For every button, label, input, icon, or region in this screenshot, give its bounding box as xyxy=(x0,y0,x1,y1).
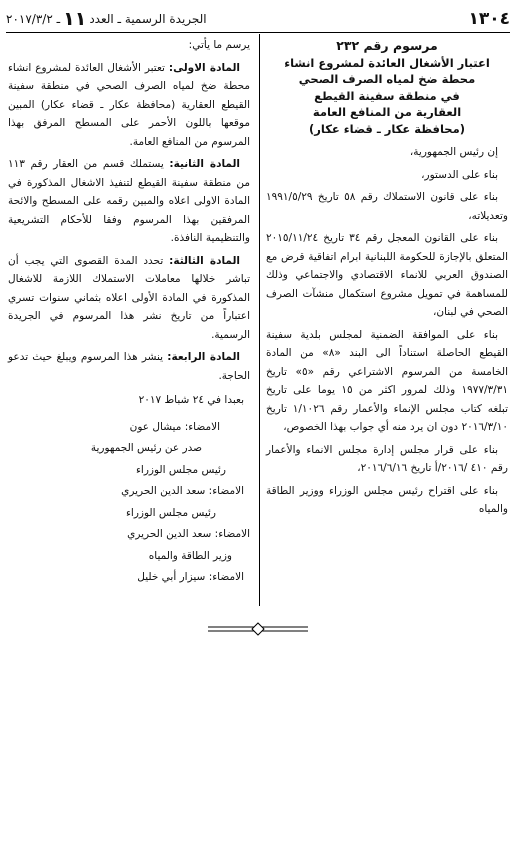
preamble-paragraph: بناء على الموافقة الضمنية لمجلس بلدية سفينة القيطع الحاصلة استناداً الى البند «٨» من المادة الخامسة من المرسوم الاشتراعي رقم «٥» تاريخ ١٩٧٧/٣/٣١ وذلك لمرور اكثر من ١٥ يوما على تاريخ تبلغه كتاب مجلس الإنماء والأعمار رقم ١/١٠٢٦ تاريخ ٢٠١٦/٣/١٠ دون ان يرد منه أي جواب بهذا الخصوص، xyxy=(266,328,509,433)
issue-number: ١١ xyxy=(63,8,87,30)
article-1 xyxy=(8,59,250,152)
decree-title-line: في منطقة سفينة القيطع xyxy=(314,88,460,103)
signature-line: الامضاء: سعد الدين الحريري xyxy=(127,528,250,540)
preamble-paragraph: بناء على قرار مجلس إدارة مجلس الانماء والأعمار رقم ٤١٠ /٢٠١٦/أ تاريخ ٢٠١٦/٦/١٦، xyxy=(266,443,508,474)
decree-title xyxy=(266,38,508,137)
page-number: ١٣٠٤ xyxy=(468,9,510,29)
article-4 xyxy=(8,348,250,385)
preamble-paragraph: إن رئيس الجمهورية، xyxy=(409,146,498,158)
article-3-heading: المادة الثالثة: xyxy=(169,254,240,267)
signature-line: رئيس مجلس الوزراء xyxy=(125,506,216,519)
signature-line: الامضاء: ميشال عون xyxy=(129,420,220,433)
article-1-text: تعتبر الأشغال العائدة لمشروع انشاء محطة ضخ لمياه الصرف الصحي في منطقة سفينة القيطع العقارية (محافظة عكار ـ قضاء عكار) المبين موقعها باللون الأحمر على المسطح المرفق بهذا المرسوم من المنافع العامة. xyxy=(8,61,250,148)
signature-line: صدر عن رئيس الجمهورية xyxy=(90,442,202,454)
gazette-name: الجريدة الرسمية ـ العدد xyxy=(89,12,207,26)
running-title xyxy=(6,8,207,30)
decree-intro: يرسم ما يأتي: xyxy=(188,39,250,51)
decree-title-line: محطة ضخ لمياه الصرف الصحي xyxy=(298,72,476,86)
signature-line: وزير الطاقة والمياه xyxy=(148,549,232,562)
right-column xyxy=(266,36,508,523)
article-3 xyxy=(8,252,250,345)
decree-title-line: العقارية من المنافع العامة xyxy=(312,105,462,119)
section-separator-ornament xyxy=(208,622,308,636)
article-2-heading: المادة الثانية: xyxy=(169,158,241,170)
left-column xyxy=(8,36,250,590)
column-divider xyxy=(259,34,260,606)
decree-title-line: (محافظة عكار ـ قضاء عكار) xyxy=(309,121,465,136)
signature-line: رئيس مجلس الوزراء xyxy=(135,463,226,476)
preamble-paragraph: بناء على اقتراح رئيس مجلس الوزراء ووزير الطاقة والمياه xyxy=(266,484,508,515)
article-1-heading: المادة الاولى: xyxy=(168,61,240,74)
page-header xyxy=(6,6,510,33)
signature-line: الامضاء: سعد الدين الحريري xyxy=(121,485,244,497)
issue-date: ـ ٢٠١٧/٣/٢ xyxy=(6,12,61,26)
signature-line: الامضاء: سيزار أبي خليل xyxy=(137,571,244,583)
preamble-paragraph: بناء على القانون المعجل رقم ٣٤ تاريخ ٢٠١٥/١١/٢٤ المتعلق بالإجازة للحكومة اللبنانية ابرام اتفاقية قرض مع الصندوق العربي للانماء الاقتصادي والاجتماعي وذلك للمساهمة في تمويل مشروع استكمال منشآت الصرف الصحي في لبنان، xyxy=(266,232,508,318)
decree-number: مرسوم رقم ٢٣٢ xyxy=(336,38,438,53)
signing-date: بعبدا في ٢٤ شباط ٢٠١٧ xyxy=(138,394,244,406)
article-2 xyxy=(8,155,250,248)
article-4-heading: المادة الرابعة: xyxy=(167,351,241,363)
article-3-text: تحدد المدة القصوى التي يجب أن تباشر خلالها معاملات الاستملاك اللازمة للاشغال المذكورة في المادة الأولى اعلاه بثماني سنوات تسري اعتباراً من تاريخ نشر هذا المرسوم في الجريدة الرسمية. xyxy=(8,254,250,341)
article-2-text: يستملك قسم من العقار رقم ١١٣ من منطقة سفينة القيطع لتنفيذ الاشغال المذكورة في المادة الاولى اعلاه والمبين رقمه على المسطح والائحة المرفقين بهذا المرسوم وفقا للأحكام التشريعية والتنظيمية النافذة. xyxy=(8,158,250,244)
preamble-paragraph: بناء على الدستور، xyxy=(421,168,498,181)
preamble-paragraph: بناء على قانون الاستملاك رقم ٥٨ تاريخ ١٩٩١/٥/٢٩ وتعديلاته، xyxy=(266,191,508,222)
article-4-text: ينشر هذا المرسوم ويبلغ حيث تدعو الحاجة. xyxy=(8,351,250,382)
decree-title-line: اعتبار الأشغال العائدة لمشروع انشاء xyxy=(284,55,490,70)
